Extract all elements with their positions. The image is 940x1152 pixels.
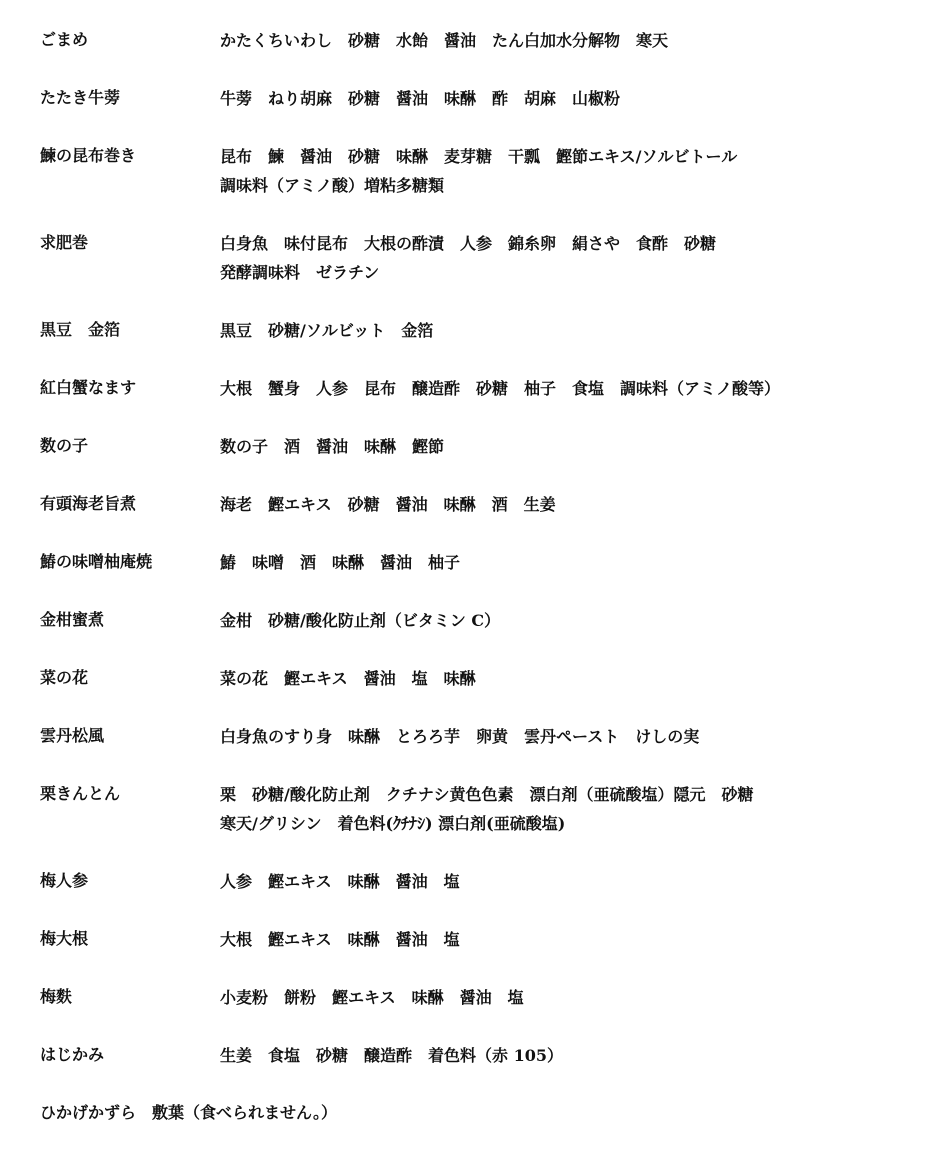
list-item	[40, 142, 920, 200]
dish-ingredients	[220, 432, 920, 461]
dish-ingredients	[220, 548, 920, 577]
ingredient-line: 白身魚 味付昆布 大根の酢漬 人参 錦糸卵 絹さや 食酢 砂糖	[220, 234, 717, 253]
ingredient-line: 白身魚のすり身 味醂 とろろ芋 卵黄 雲丹ペースト けしの実	[220, 727, 700, 746]
list-item	[40, 1041, 920, 1070]
dish-ingredients	[220, 490, 920, 519]
ingredient-line: 栗 砂糖/酸化防止剤 クチナシ黄色色素 漂白剤（亜硫酸塩）隠元 砂糖	[220, 785, 754, 804]
dish-name: 数の子	[40, 436, 89, 455]
list-item	[40, 722, 920, 751]
ingredient-line: 小麦粉 餅粉 鰹エキス 味醂 醤油 塩	[220, 988, 524, 1007]
dish-name: 求肥巻	[40, 233, 89, 252]
list-item	[40, 490, 920, 519]
list-item	[40, 84, 920, 113]
list-item	[40, 316, 920, 345]
dish-ingredients	[220, 664, 920, 693]
dish-ingredients	[220, 1041, 920, 1070]
ingredient-line: 寒天/グリシン 着色料(ｸﾁﾅｼ) 漂白剤(亜硫酸塩)	[220, 814, 566, 833]
dish-name: たたき牛蒡	[40, 88, 121, 107]
list-item	[40, 432, 920, 461]
ingredient-line: 鰆 味噌 酒 味醂 醤油 柚子	[220, 553, 461, 572]
dish-ingredients	[220, 84, 920, 113]
list-item	[40, 867, 920, 896]
ingredient-list	[40, 26, 920, 1127]
list-item	[40, 983, 920, 1012]
dish-ingredients	[220, 867, 920, 896]
ingredient-line: 数の子 酒 醤油 味醂 鰹節	[220, 437, 445, 456]
dish-name: 鰊の昆布巻き	[40, 146, 137, 165]
dish-ingredients	[220, 374, 920, 403]
ingredient-line: 海老 鰹エキス 砂糖 醤油 味醂 酒 生姜	[220, 495, 556, 514]
list-item	[40, 780, 920, 838]
dish-name: 雲丹松風	[40, 726, 105, 745]
list-item	[40, 925, 920, 954]
dish-ingredients	[220, 316, 920, 345]
dish-ingredients	[220, 606, 920, 635]
ingredient-line: 発酵調味料 ゼラチン	[220, 263, 380, 282]
list-item	[40, 229, 920, 287]
ingredient-line: 金柑 砂糖/酸化防止剤（ビタミン C）	[220, 611, 501, 630]
list-item	[40, 26, 920, 55]
ingredient-line: 大根 鰹エキス 味醂 醤油 塩	[220, 930, 460, 949]
dish-ingredients	[220, 229, 920, 287]
dish-name: ごまめ	[40, 30, 89, 49]
list-item	[40, 606, 920, 635]
dish-name: 栗きんとん	[40, 784, 121, 803]
list-item	[40, 664, 920, 693]
ingredient-line: 菜の花 鰹エキス 醤油 塩 味醂	[220, 669, 476, 688]
list-item	[40, 548, 920, 577]
dish-ingredients	[220, 983, 920, 1012]
ingredient-line: 大根 蟹身 人参 昆布 醸造酢 砂糖 柚子 食塩 調味料（アミノ酸等）	[220, 379, 781, 398]
garnish-note: ひかげかずら 敷葉（食べられません。）	[40, 1103, 337, 1122]
dish-name: 金柑蜜煮	[40, 610, 105, 629]
ingredient-line: 人参 鰹エキス 味醂 醤油 塩	[220, 872, 460, 891]
ingredient-line: 調味料（アミノ酸）増粘多糖類	[220, 176, 445, 195]
ingredient-line: 生姜 食塩 砂糖 醸造酢 着色料（赤 105）	[220, 1046, 563, 1065]
dish-ingredients	[220, 925, 920, 954]
dish-name: 黒豆 金箔	[40, 320, 121, 339]
dish-name: 鰆の味噌柚庵焼	[40, 552, 153, 571]
dish-name: はじかみ	[40, 1045, 105, 1064]
dish-name: 梅麩	[40, 987, 73, 1006]
ingredient-line: 牛蒡 ねり胡麻 砂糖 醤油 味醂 酢 胡麻 山椒粉	[220, 89, 621, 108]
dish-name: 梅人参	[40, 871, 89, 890]
dish-name: 梅大根	[40, 929, 89, 948]
dish-ingredients	[220, 722, 920, 751]
ingredient-line: かたくちいわし 砂糖 水飴 醤油 たん白加水分解物 寒天	[220, 31, 669, 50]
dish-name: 有頭海老旨煮	[40, 494, 137, 513]
dish-ingredients	[220, 780, 920, 838]
dish-ingredients	[220, 26, 920, 55]
dish-ingredients	[220, 142, 920, 200]
dish-name: 菜の花	[40, 668, 89, 687]
dish-name: 紅白蟹なます	[40, 378, 137, 397]
list-item	[40, 374, 920, 403]
ingredient-line: 黒豆 砂糖/ソルビット 金箔	[220, 321, 434, 340]
ingredient-line: 昆布 鰊 醤油 砂糖 味醂 麦芽糖 干瓢 鰹節エキス/ソルビトール	[220, 147, 738, 166]
